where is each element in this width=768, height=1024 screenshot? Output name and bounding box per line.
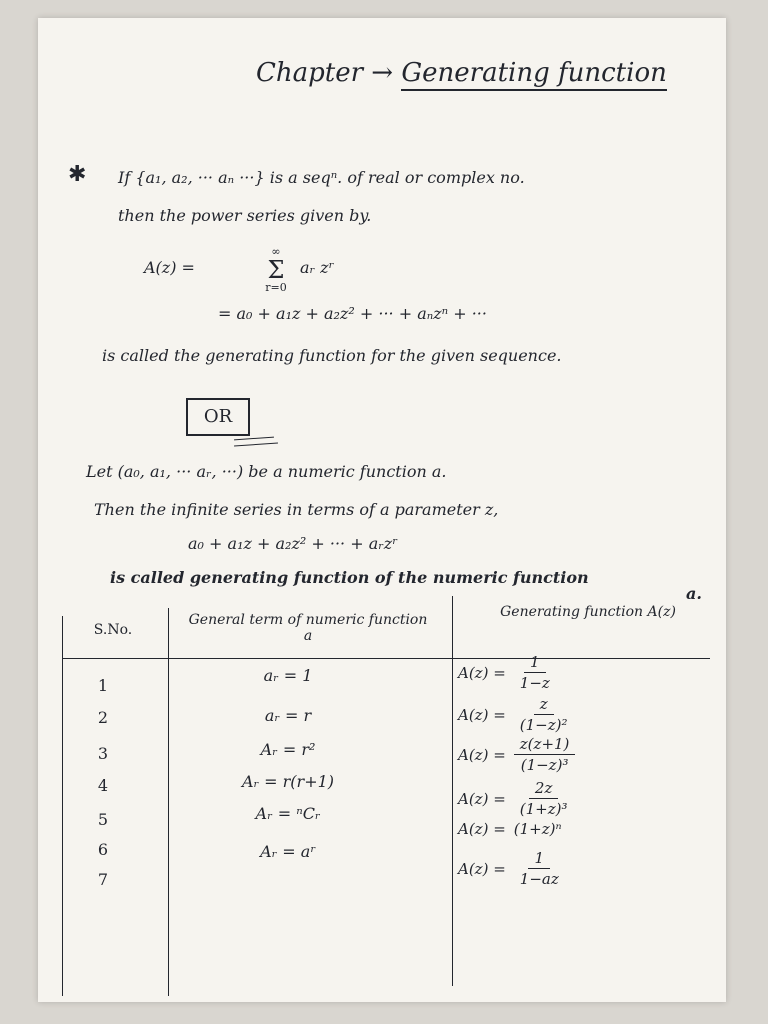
row-4-generating bbox=[458, 778, 708, 819]
header-sno: S.No. bbox=[93, 622, 133, 638]
row-4-sno: 4 bbox=[97, 776, 109, 795]
row-6-denominator: 1−az bbox=[519, 870, 559, 888]
or-underline-1 bbox=[234, 437, 274, 441]
row-3-general: Aᵣ = r² bbox=[260, 740, 316, 759]
row-3-lhs: A(z) = bbox=[458, 745, 506, 764]
numeric-line-3-end: a. bbox=[686, 584, 702, 603]
numeric-line-1: Let (a₀, a₁, ··· aᵣ, ···) be a numeric function a. bbox=[86, 462, 447, 481]
row-4-fraction bbox=[514, 778, 574, 819]
numeric-line-3 bbox=[110, 568, 589, 587]
table-column-divider-1 bbox=[168, 608, 169, 996]
header-generating-function: Generating function A(z) bbox=[500, 604, 676, 620]
row-5-generating bbox=[458, 820, 708, 838]
or-underline-2 bbox=[234, 442, 278, 446]
row-2-sno: 2 bbox=[97, 708, 109, 727]
row-3-denominator: (1−z)³ bbox=[520, 756, 569, 774]
row-5-lhs: A(z) = bbox=[458, 820, 506, 838]
row-1-fraction bbox=[514, 652, 556, 693]
row-1-general: aᵣ = 1 bbox=[263, 666, 313, 685]
row-6-lhs: A(z) = bbox=[458, 859, 506, 878]
summation bbox=[258, 246, 294, 294]
row-4-lhs: A(z) = bbox=[458, 789, 506, 808]
row-6-general: Aᵣ = aʳ bbox=[260, 842, 316, 861]
row-6-sno: 6 bbox=[97, 840, 109, 859]
numeric-series: a₀ + a₁z + a₂z² + ··· + aᵣzʳ bbox=[188, 534, 398, 553]
generating-function-lhs: A(z) = bbox=[144, 258, 195, 277]
sum-lower-limit: r=0 bbox=[265, 281, 287, 294]
page-title bbox=[256, 58, 667, 88]
row-6-generating bbox=[458, 848, 708, 889]
table-column-divider-2 bbox=[452, 596, 453, 986]
sum-upper-limit: ∞ bbox=[271, 245, 281, 258]
definition-line-2: then the power series given by. bbox=[118, 206, 372, 225]
row-7-sno: 7 bbox=[97, 870, 109, 889]
row-2-lhs: A(z) = bbox=[458, 705, 506, 724]
row-4-numerator: 2z bbox=[529, 778, 558, 799]
definition-line-1: If {a₁, a₂, ··· aₙ ···} is a seqⁿ. of real or complex no. bbox=[118, 168, 525, 187]
numeric-line-2: Then the infinite series in terms of a parameter z, bbox=[94, 500, 499, 519]
sigma-symbol: Σ bbox=[267, 256, 285, 284]
row-1-sno: 1 bbox=[97, 676, 109, 695]
row-1-lhs: A(z) = bbox=[458, 663, 506, 682]
numeric-line-3-text: is called generating function of the numeric function bbox=[110, 568, 589, 587]
row-5-general: Aᵣ = ⁿCᵣ bbox=[255, 804, 321, 823]
or-box: OR bbox=[186, 398, 250, 436]
row-3-fraction bbox=[514, 734, 576, 775]
row-4-general: Aᵣ = r(r+1) bbox=[241, 772, 335, 791]
row-1-numerator: 1 bbox=[524, 652, 546, 673]
row-3-numerator: z(z+1) bbox=[514, 734, 576, 755]
row-2-fraction bbox=[514, 694, 574, 735]
row-6-numerator: 1 bbox=[528, 848, 550, 869]
row-1-denominator: 1−z bbox=[519, 674, 550, 692]
definition-line-3: is called the generating function for the given sequence. bbox=[102, 346, 562, 365]
title-main: Generating function bbox=[401, 58, 666, 91]
row-4-denominator: (1+z)³ bbox=[519, 800, 568, 818]
row-3-sno: 3 bbox=[97, 744, 109, 763]
table-left-border bbox=[62, 616, 63, 996]
row-3-generating bbox=[458, 734, 708, 775]
row-6-fraction bbox=[514, 848, 565, 889]
title-prefix: Chapter → bbox=[256, 58, 394, 88]
header-general-term: General term of numeric function a bbox=[188, 612, 428, 644]
star-mark: ✱ bbox=[68, 162, 87, 187]
row-1-generating bbox=[458, 652, 708, 693]
series-expansion: = a₀ + a₁z + a₂z² + ··· + aₙzⁿ + ··· bbox=[218, 304, 487, 323]
row-5-expression: (1+z)ⁿ bbox=[513, 820, 562, 838]
row-2-denominator: (1−z)² bbox=[519, 716, 568, 734]
row-2-generating bbox=[458, 694, 708, 735]
sum-term: aᵣ zʳ bbox=[300, 258, 335, 277]
row-2-general: aᵣ = r bbox=[264, 706, 312, 725]
row-2-numerator: z bbox=[534, 694, 554, 715]
row-5-sno: 5 bbox=[97, 810, 109, 829]
notebook-page bbox=[38, 18, 726, 1002]
